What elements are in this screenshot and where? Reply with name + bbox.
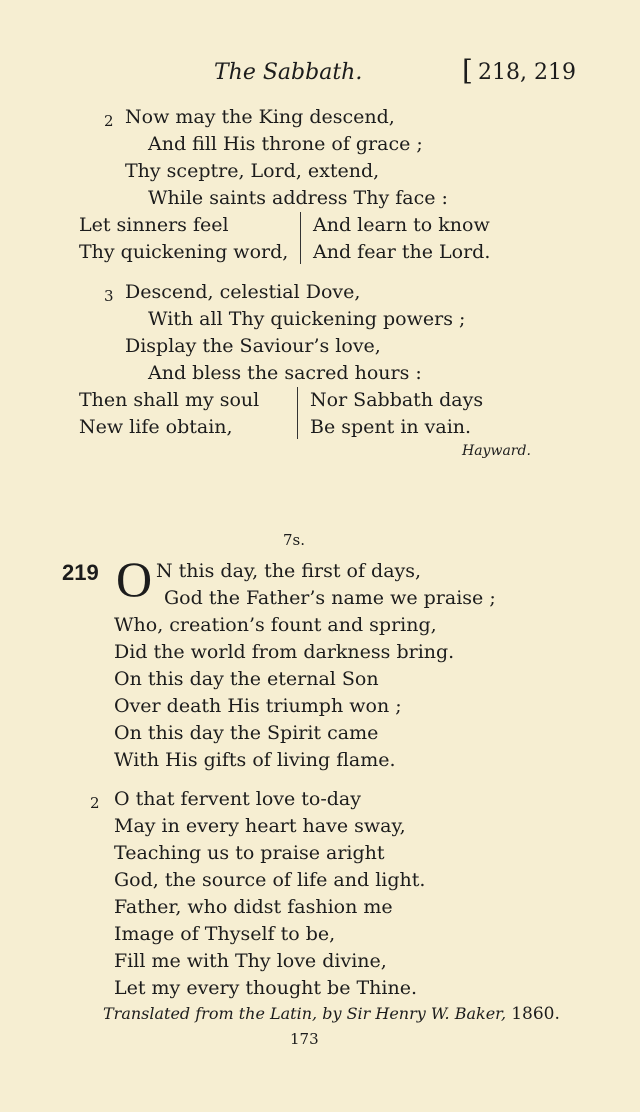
verse-line: God, the source of life and light.: [114, 869, 426, 891]
verse-line: God the Father’s name we praise ;: [164, 587, 496, 609]
translation-attribution: [103, 1004, 560, 1024]
drop-cap: O: [116, 551, 153, 607]
verse-line: On this day the Spirit came: [114, 722, 379, 744]
verse-line-left: New life obtain,: [79, 416, 233, 438]
page-number: 173: [290, 1030, 319, 1048]
verse-line-left: Let sinners feel: [79, 214, 229, 236]
header-bracket: [: [462, 54, 473, 87]
meter-label: 7s.: [283, 531, 306, 549]
stanza-number: 2: [104, 112, 114, 130]
verse-line: Over death His triumph won ;: [114, 695, 402, 717]
verse-line: While saints address Thy face :: [148, 187, 448, 209]
verse-line: Thy sceptre, Lord, extend,: [125, 160, 380, 182]
verse-line: With all Thy quickening powers ;: [148, 308, 466, 330]
verse-line-right: Nor Sabbath days: [310, 389, 484, 411]
verse-line: And fill His throne of grace ;: [148, 133, 423, 155]
verse-line: On this day the eternal Son: [114, 668, 379, 690]
verse-line: Now may the King descend,: [125, 106, 395, 128]
attribution-year: 1860.: [511, 1004, 560, 1024]
attribution-text: Translated from the Latin, by Sir Henry W. Baker,: [103, 1004, 507, 1023]
verse-line-right: Be spent in vain.: [310, 416, 472, 438]
running-title: The Sabbath.: [214, 60, 363, 85]
verse-line: And bless the sacred hours :: [148, 362, 422, 384]
verse-line: Teaching us to praise aright: [114, 842, 385, 864]
verse-line: O that fervent love to-day: [114, 788, 361, 810]
hymn-number: 219: [62, 560, 99, 585]
verse-line: Fill me with Thy love divine,: [114, 950, 387, 972]
verse-line: Descend, celestial Dove,: [125, 281, 361, 303]
verse-line: Display the Saviour’s love,: [125, 335, 381, 357]
verse-line: With His gifts of living flame.: [114, 749, 396, 771]
hymn-author: Hayward.: [462, 443, 531, 459]
verse-line-right: And learn to know: [313, 214, 490, 236]
stanza-number: 2: [90, 794, 100, 812]
column-divider: [297, 387, 298, 439]
verse-line: May in every heart have sway,: [114, 815, 406, 837]
verse-line-right: And fear the Lord.: [313, 241, 491, 263]
verse-line: Did the world from darkness bring.: [114, 641, 455, 663]
verse-line: Who, creation’s fount and spring,: [114, 614, 437, 636]
verse-line: N this day, the first of days,: [156, 560, 422, 582]
verse-line: Image of Thyself to be,: [114, 923, 336, 945]
column-divider: [300, 212, 301, 264]
hymn-numbers: 218, 219: [478, 60, 576, 85]
verse-line-left: Thy quickening word,: [79, 241, 289, 263]
stanza-number: 3: [104, 287, 114, 305]
verse-line: Let my every thought be Thine.: [114, 977, 417, 999]
verse-line-left: Then shall my soul: [79, 389, 260, 411]
verse-line: Father, who didst fashion me: [114, 896, 393, 918]
